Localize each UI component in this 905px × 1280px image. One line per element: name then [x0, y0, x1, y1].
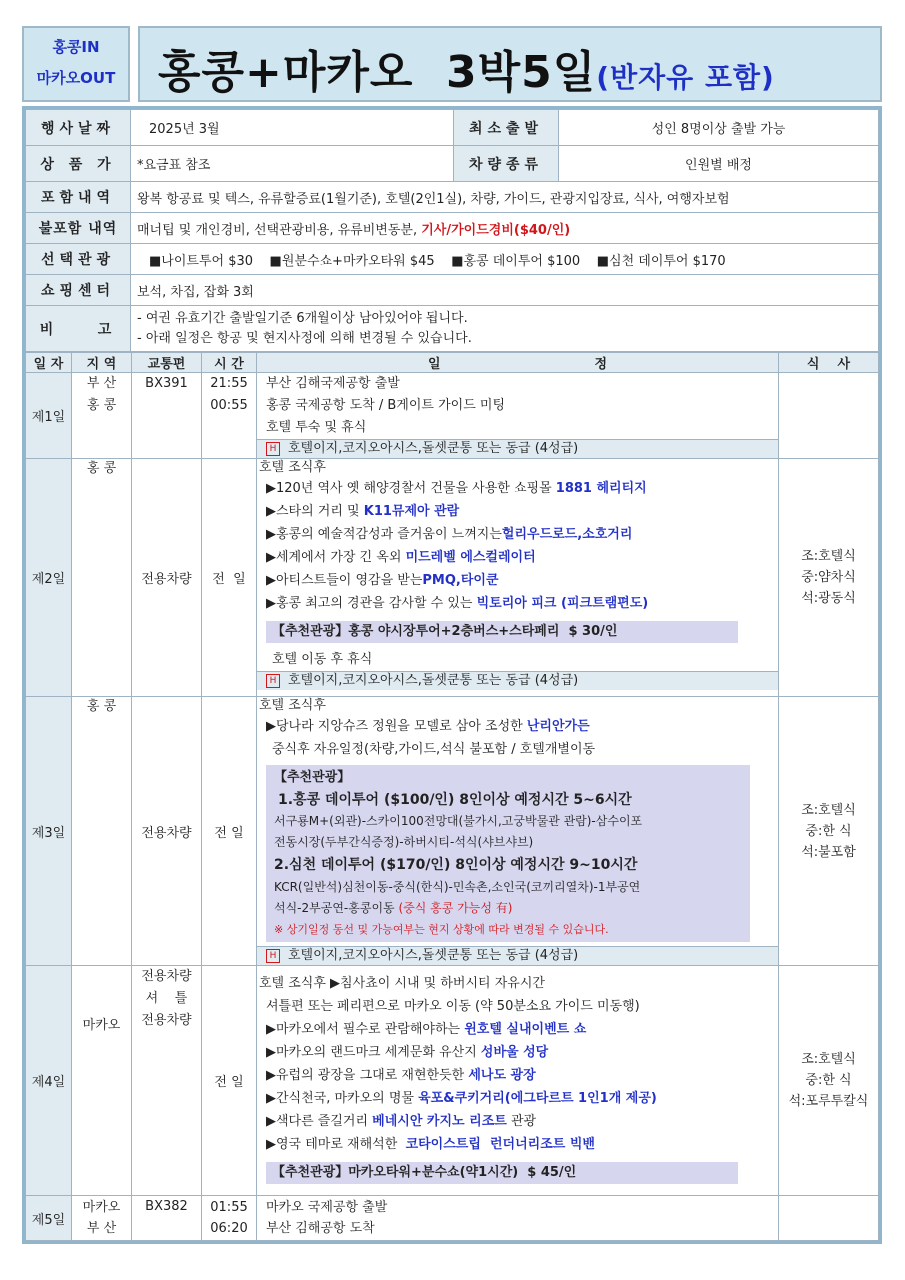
bullet-highlight: 성바울 성당	[480, 1045, 549, 1060]
hotel-text: 호텔이지,코지오아시스,돌셋쿤통 또는 동급 (4성급)	[288, 441, 579, 456]
bullet-victoria-peak	[266, 592, 778, 615]
itinerary-line: 호텔 이동 후 휴식	[272, 652, 373, 667]
bullet-text: ▶당나라 지앙슈즈 정원을 모델로 삼아 조성한	[266, 719, 527, 734]
info-table	[25, 109, 879, 352]
bullet-highlight: 베네시안 카지노 리조트	[372, 1114, 507, 1129]
label-excluded: 불포함 내역	[26, 213, 131, 244]
day-3-time: 전 일	[202, 697, 257, 966]
day-3-transport: 전용차량	[132, 697, 202, 966]
day-5-time	[202, 1196, 257, 1241]
bullet-1881-heritage	[266, 477, 778, 500]
bullet-text: ▶아티스트들이 영감을 받는	[266, 573, 423, 588]
bullet-highlight: 1881 헤리티지	[555, 481, 647, 496]
day-2-label: 제2일	[26, 459, 72, 697]
itinerary-line: 부산 김해공항 도착	[266, 1221, 375, 1236]
bullet-text: ▶스타의 거리 및	[266, 504, 364, 519]
meal-dinner: 석:광동식	[801, 591, 856, 606]
value-remarks	[131, 306, 879, 352]
bullet-hollywood-road	[266, 523, 778, 546]
bullet-st-paul	[266, 1041, 778, 1064]
day-4-meals	[779, 966, 879, 1196]
meal-breakfast: 조:호텔식	[801, 802, 856, 818]
remark-1: - 여권 유효기간 출발일기준 6개월이상 남아있어야 됩니다.	[137, 310, 468, 326]
value-min-departure: 성인 8명이상 출발 가능	[559, 110, 879, 146]
bullet-highlight: K11뮤제아 관람	[363, 504, 460, 519]
day-1-label: 제1일	[26, 373, 72, 459]
col-itinerary: 일 정	[257, 353, 779, 373]
remark-2: - 아래 일정은 항공 및 현지사정에 의해 변경될 수 있습니다.	[137, 330, 472, 346]
bullet-londoner	[266, 1133, 778, 1156]
bullet-venetian	[266, 1110, 778, 1133]
region-from: 부 산	[86, 376, 117, 391]
bullet-senado	[266, 1064, 778, 1087]
bullet-highlight: 코타이스트립 런더너리조트 빅밴	[405, 1137, 595, 1152]
col-day: 일 자	[26, 353, 72, 373]
label-included: 포함내역	[26, 182, 131, 213]
hotel-text: 호텔이지,코지오아시스,돌셋쿤통 또는 동급 (4성급)	[288, 948, 579, 963]
bullet-wynn	[266, 1018, 778, 1041]
excluded-text: 매너팁 및 개인경비, 선택관광비용, 유류비변동분,	[137, 222, 422, 238]
day-2-row	[26, 459, 879, 697]
label-min-departure: 최소출발	[454, 110, 559, 146]
col-meals: 식 사	[779, 353, 879, 373]
label-vehicle: 차량종류	[454, 146, 559, 182]
itinerary-line: 호텔 투숙 및 휴식	[266, 420, 367, 435]
col-time: 시 간	[202, 353, 257, 373]
meal-dinner: 석:포루투칼식	[788, 1094, 869, 1109]
day-5-itinerary	[257, 1196, 779, 1241]
day-1-region	[72, 373, 132, 459]
title-text: 홍콩+마카오 3박5일	[158, 47, 597, 98]
value-vehicle: 인원별 배정	[559, 146, 879, 182]
bullet-nan-lian-garden	[266, 715, 778, 738]
value-shopping: 보석, 차집, 잡화 3회	[131, 275, 879, 306]
bullet-text: ▶120년 역사 옛 해양경찰서 건물을 사용한 쇼핑몰	[266, 481, 556, 496]
itinerary-line: 부산 김해국제공항 출발	[266, 376, 400, 391]
day-3-meals	[779, 697, 879, 966]
day-4-label: 제4일	[26, 966, 72, 1196]
day-2-itinerary	[257, 459, 779, 697]
day-5-flight: BX382	[132, 1196, 202, 1241]
bullet-cookie-street	[266, 1087, 778, 1110]
change-notice: ※ 상기일정 동선 및 가능여부는 현지 상황에 따라 변경될 수 있습니다.	[274, 923, 609, 936]
arrival-time: 06:20	[210, 1221, 248, 1236]
meal-dinner: 석:불포함	[801, 844, 856, 860]
shenzhen-day-tour: 2.심천 데이투어 ($170/인) 8인이상 예정시간 9~10시간	[274, 857, 638, 873]
day-4-row	[26, 966, 879, 1196]
value-optional-tours: ■나이트투어 $30 ■원분수쇼+마카오타워 $45 ■홍콩 데이투어 $100 ■심천 데이투어 $170	[131, 244, 879, 275]
day-5-label: 제5일	[26, 1196, 72, 1241]
guide-fee: 기사/가이드경비($40/인)	[421, 222, 571, 238]
page-title	[158, 36, 775, 100]
meal-lunch: 중:한 식	[805, 1073, 852, 1088]
col-region: 지 역	[72, 353, 132, 373]
day-3-row	[26, 697, 879, 966]
hotel-icon: H	[266, 442, 280, 456]
day-4-time: 전 일	[202, 966, 257, 1196]
value-included: 왕복 항공료 및 텍스, 유류할증료(1월기준), 호텔(2인1실), 차량, 가이드, 관광지입장료, 식사, 여행자보험	[131, 182, 879, 213]
bullet-text: ▶홍콩의 예술적감성과 즐거움이 느껴지는	[266, 527, 502, 542]
itinerary-intro: 호텔 조식후 ▶침사쵸이 시내 및 하버시티 자유시간	[259, 976, 545, 991]
day-3-region: 홍 콩	[72, 697, 132, 966]
hotel-text: 호텔이지,코지오아시스,돌셋쿤통 또는 동급 (4성급)	[288, 673, 579, 688]
hotel-icon: H	[266, 674, 280, 688]
value-date: 2025년 3월	[131, 110, 454, 146]
day-5-row	[26, 1196, 879, 1241]
bullet-text: ▶간식천국, 마카오의 명물	[266, 1091, 419, 1106]
day-4-recommended-tour: 【추천관광】마카오타워+분수쇼(약1시간) $ 45/인	[266, 1162, 738, 1184]
bullet-highlight: 난리안가든	[526, 719, 590, 734]
bullet-k11	[266, 500, 778, 523]
departure-time: 21:55	[210, 376, 248, 391]
day-1-hotel	[257, 439, 778, 458]
day-4-itinerary	[257, 966, 779, 1196]
day-2-meals	[779, 459, 879, 697]
bullet-text: ▶영국 테마로 재해석한	[266, 1137, 406, 1152]
itinerary-line: 홍콩 국제공항 도착 / B게이트 가이드 미팅	[266, 398, 506, 413]
day-5-meals	[779, 1196, 879, 1241]
label-price: 상 품 가	[26, 146, 131, 182]
bullet-pmq	[266, 569, 778, 592]
tour-detail-note: (중식 홍콩 가능성 有)	[398, 901, 513, 915]
bullet-highlight: 미드레벨 에스컬레이터	[405, 550, 536, 565]
bullet-highlight: 육포&쿠키거리(에그타르트 1인1개 제공)	[418, 1091, 657, 1106]
bullet-text: ▶색다른 즐길거리	[266, 1114, 373, 1129]
region-to: 홍 콩	[86, 398, 117, 413]
tour-detail: KCR(일반석)심천이동-중식(한식)-민속촌,소인국(코끼리열차)-1부공연	[274, 880, 641, 894]
itinerary-intro: 호텔 조식후	[259, 698, 326, 713]
bullet-highlight: 세나도 광장	[468, 1068, 536, 1083]
title-banner	[138, 26, 882, 102]
day-3-recommended-tours	[266, 765, 750, 942]
label-shopping: 쇼핑센터	[26, 275, 131, 306]
departure-time: 01:55	[210, 1200, 248, 1215]
day-3-label: 제3일	[26, 697, 72, 966]
itinerary-document	[22, 106, 882, 1244]
schedule-table	[25, 352, 879, 1241]
tour-detail: 서구룡M+(외관)-스카이100전망대(불가시,고궁박물관 관람)-삼수이포	[274, 814, 643, 828]
day-2-recommended-tour: 【추천관광】홍콩 야시장투어+2층버스+스타페리 $ 30/인	[266, 621, 738, 643]
day-2-hotel	[257, 671, 778, 690]
bullet-escalator	[266, 546, 778, 569]
ferry-transfer: 셔틀편 또는 페리편으로 마카오 이동 (약 50분소요 가이드 미동행)	[266, 999, 640, 1014]
day-5-region	[72, 1196, 132, 1241]
transport-shuttle: 셔 틀	[145, 991, 188, 1006]
tour-detail: 전동시장(두부간식증정)-하버시티-석식(샤브샤브)	[274, 835, 534, 849]
day-1-meals	[779, 373, 879, 459]
bullet-highlight: 윈호텔 실내이벤트 쇼	[464, 1022, 587, 1037]
bullet-text: ▶유럽의 광장을 그대로 재현한듯한	[266, 1068, 469, 1083]
day-2-transport: 전용차량	[132, 459, 202, 697]
reco-title: 【추천관광】	[274, 770, 351, 785]
tour-detail-text: 석식-2부공연-홍콩이동	[274, 901, 399, 915]
meal-lunch: 중:얌차식	[801, 570, 856, 585]
day-2-region: 홍 콩	[72, 459, 132, 697]
label-remarks: 비 고	[26, 306, 131, 352]
day-1-time	[202, 373, 257, 459]
hongkong-day-tour: 1.홍콩 데이투어 ($100/인) 8인이상 예정시간 5~6시간	[278, 792, 632, 808]
region-to: 부 산	[86, 1221, 117, 1236]
hotel-icon: H	[266, 949, 280, 963]
meal-lunch: 중:한 식	[805, 823, 852, 839]
bullet-text: ▶마카오의 랜드마크 세계문화 유산지	[266, 1045, 481, 1060]
label-date: 행사날짜	[26, 110, 131, 146]
day-1-row	[26, 373, 879, 459]
day-4-region: 마카오	[72, 966, 132, 1196]
bullet-highlight: 빅토리아 피크 (피크트램편도)	[476, 596, 649, 611]
day-1-flight: BX391	[132, 373, 202, 459]
day-2-time: 전 일	[202, 459, 257, 697]
day-4-transport	[132, 966, 202, 1196]
value-price: *요금표 참조	[131, 146, 454, 182]
route-badge	[22, 26, 130, 102]
tour-detail	[274, 898, 742, 919]
itinerary-intro: 호텔 조식후	[259, 460, 326, 475]
bullet-text: ▶마카오에서 필수로 관람해야하는	[266, 1022, 465, 1037]
value-excluded	[131, 213, 879, 244]
free-schedule: 중식후 자유일정(차량,가이드,석식 불포함 / 호텔개별이동	[272, 742, 596, 757]
route-in: 홍콩IN	[52, 38, 100, 56]
arrival-time: 00:55	[210, 398, 248, 413]
day-3-itinerary	[257, 697, 779, 966]
bullet-text: ▶세계에서 가장 긴 옥외	[266, 550, 406, 565]
label-optional-tours: 선택관광	[26, 244, 131, 275]
bullet-text: ▶홍콩 최고의 경관을 감사할 수 있는	[266, 596, 477, 611]
transport-car: 전용차량	[141, 1013, 192, 1028]
bullet-highlight: 헐리우드로드,소호거리	[501, 527, 633, 542]
title-subtitle: (반자유 포함)	[596, 61, 775, 94]
meal-breakfast: 조:호텔식	[801, 1052, 856, 1067]
route-out: 마카오OUT	[36, 69, 116, 87]
col-transport: 교통편	[132, 353, 202, 373]
bullet-text: 관광	[506, 1114, 537, 1129]
meal-breakfast: 조:호텔식	[801, 549, 856, 564]
itinerary-line: 마카오 국제공항 출발	[266, 1200, 388, 1215]
day-3-hotel	[257, 946, 778, 965]
transport-car: 전용차량	[141, 969, 192, 984]
bullet-highlight: PMQ,타이쿤	[422, 573, 499, 588]
region-from: 마카오	[82, 1200, 121, 1215]
day-1-itinerary	[257, 373, 779, 459]
